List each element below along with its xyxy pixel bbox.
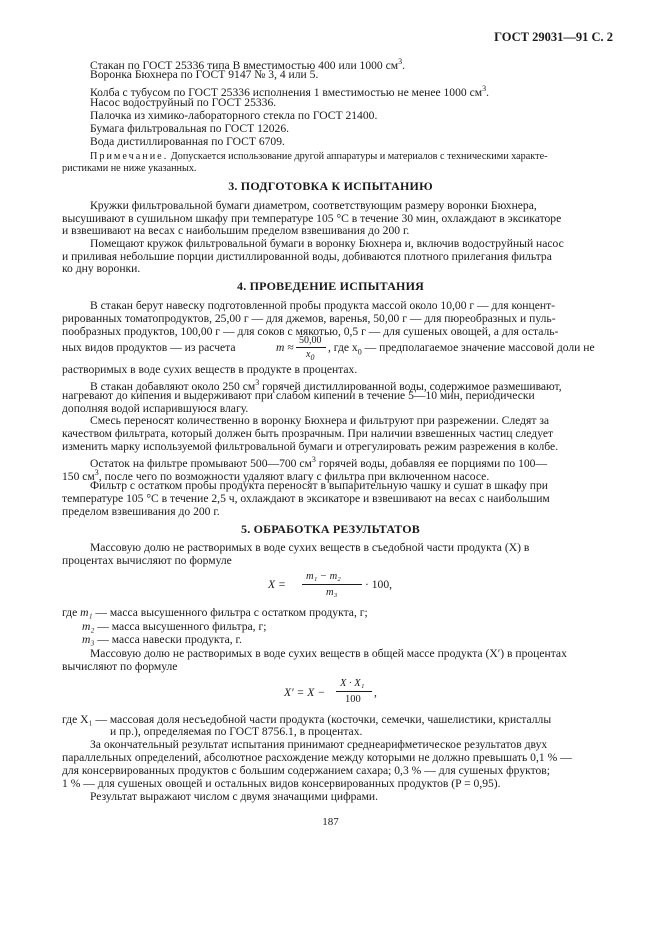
paragraph-line: Кружки фильтровальной бумаги диаметром, соответствующим размеру воронки Бюхнера, [90, 199, 537, 212]
formula-2-denominator: 100 [345, 694, 361, 705]
equipment-line: Бумага фильтровальная по ГОСТ 12026. [90, 122, 290, 135]
section-4-title: 4. ПРОВЕДЕНИЕ ИСПЫТАНИЯ [237, 279, 424, 293]
equipment-line: Насос водоструйный по ГОСТ 25336. [90, 96, 277, 109]
calc-denominator: $x_0$ [306, 349, 315, 362]
formula-1-tail: · 100, [365, 578, 393, 591]
paragraph-line: для консервированных продуктов с большим содержанием сахара; 0,3 % — для сушеных фруктов; [62, 764, 551, 777]
paragraph-line: процентах вычисляют по формуле [62, 554, 232, 567]
equipment-line: Колба с тубусом по ГОСТ 25336 исполнения 1 вместимостью не менее 1000 $см^3$. [90, 84, 489, 99]
calc-symbol: m ≈ [276, 341, 294, 354]
fraction-line [302, 584, 362, 585]
note-line: Примечание. Допускается использование другой аппаратуры и материалов с техническими характе- [90, 151, 548, 162]
paragraph-line: пообразных продуктов, 100,00 г — для соков с мякотью, 0,5 г — для сушеных овощей, а для осталь- [62, 325, 559, 338]
paragraph-line: За окончательный результат испытания принимают среднеарифметическое результатов двух [90, 738, 548, 751]
paragraph-line: Остаток на фильтре промывают 500—700 $см^3$ горячей воды, добавляя ее порциями по 100— [90, 455, 548, 470]
paragraph-line: Фильтр с остатком пробы продукта переносят в выпарительную чашку и сушат в шкафу при [90, 479, 549, 492]
paragraph-line: и приливая небольшие порции дистиллированной воды, добиваются плотного прилегания фильтра [62, 250, 552, 263]
paragraph-line: нагревают до кипения и выдерживают при слабом кипении в течение 5—10 мин, периодически [62, 389, 535, 402]
paragraph-line: растворимых в воде сухих веществ в продукте в процентах. [62, 363, 358, 376]
paragraph-line: ко дну воронки. [62, 262, 141, 275]
paragraph-line: ных видов продуктов — из расчета [62, 341, 236, 354]
paragraph-line: высушивают в сушильном шкафу при температуре 105 °С в течение 30 мин, охлаждают в эксикаторе [62, 212, 562, 225]
equipment-line: Вода дистиллированная по ГОСТ 6709. [90, 135, 285, 148]
paragraph-line: вычисляют по формуле [62, 660, 178, 673]
paragraph-line: качеством фильтрата, который должен быть прозрачным. При наличии взвешенных частиц следует [62, 427, 554, 440]
paragraph-line: Массовую долю не растворимых в воде сухих веществ в общей массе продукта (X′) в процентах [90, 647, 567, 660]
definition-line: m₃ — масса навески продукта, г. [82, 633, 242, 646]
paragraph-line: Помещают кружок фильтровальной бумаги в воронку Бюхнера и, включив водоструйный насос [90, 237, 564, 250]
paragraph-line: и взвешивают на весах с наибольшим пределом взвешивания до 200 г. [62, 224, 410, 237]
definition-line: и пр.), определяемая по ГОСТ 8756.1, в процентах. [110, 725, 363, 738]
note-line: ристиками не ниже указанных. [62, 163, 197, 174]
equipment-line: Стакан по ГОСТ 25336 типа В вместимостью 400 или 1000 $см^3$. [90, 57, 406, 72]
section-5-title: 5. ОБРАБОТКА РЕЗУЛЬТАТОВ [241, 522, 420, 536]
paragraph-line: В стакан добавляют около 250 $см^3$ горячей дистиллированной воды, содержимое размешивают, [90, 378, 562, 393]
paragraph-line: температуре 105 °С в течение 2,5 ч, охлаждают в эксикаторе и взвешивают на весах с наибольшим [62, 492, 550, 505]
running-header: ГОСТ 29031—91 С. 2 [494, 30, 613, 44]
equipment-line: Палочка из химико-лабораторного стекла по ГОСТ 21400. [90, 109, 378, 122]
paragraph-line: рированных томатопродуктов, 25,00 г — для джемов, варенья, 50,00 г — для пюреобразных и пуль- [62, 312, 556, 325]
formula-2-lhs: X′ = X − [284, 686, 326, 699]
definition-line: где X₁ — массовая доля несъедобной части продукта (косточки, семечки, чашелистики, кристаллы [62, 713, 552, 726]
page-number: 187 [322, 816, 339, 828]
definition-line: где m₁ — масса высушенного фильтра с остатком продукта, г; [62, 606, 368, 619]
formula-1-numerator: m₁ − m₂ [306, 571, 341, 582]
fraction-line [336, 691, 372, 692]
formula-2-numerator: X · X₁ [340, 678, 365, 689]
paragraph-line: Результат выражают числом с двумя значащими цифрами. [90, 790, 379, 803]
equipment-line: Воронка Бюхнера по ГОСТ 9147 № 3, 4 или 5. [90, 68, 319, 81]
paragraph-line: пределом взвешивания до 200 г. [62, 505, 220, 518]
paragraph-line: , где $x_0$ — предполагаемое значение массовой доли не [328, 341, 595, 357]
paragraph-line: параллельных определений, абсолютное расхождение между которыми не должно превышать 0,1 % — [62, 751, 572, 764]
paragraph-line: 150 $см^3$, после чего по возможности удаляют влагу с фильтра при включенном насосе. [62, 468, 490, 483]
formula-1-lhs: X = [268, 578, 286, 591]
fraction-line [296, 347, 326, 348]
formula-2-tail: , [374, 686, 377, 699]
paragraph-line: Смесь переносят количественно в воронку Бюхнера и фильтруют при разрежении. Следят за [90, 414, 550, 427]
paragraph-line: В стакан берут навеску подготовленной пробы продукта массой около 10,00 г — для концент- [90, 299, 555, 312]
formula-1-denominator: m₃ [326, 587, 338, 598]
paragraph-line: 1 % — для сушеных овощей и остальных видов консервированных продуктов (P = 0,95). [62, 777, 501, 790]
paragraph-line: дополняя водой испарившуюся влагу. [62, 402, 249, 415]
section-3-title: 3. ПОДГОТОВКА К ИСПЫТАНИЮ [228, 179, 433, 193]
calc-numerator: 50,00 [299, 335, 322, 346]
paragraph-line: Массовую долю не растворимых в воде сухих веществ в съедобной части продукта (X) в [90, 541, 530, 554]
paragraph-line: изменить марку используемой фильтровальной бумаги и отрегулировать режим разрежения в колбе. [62, 440, 559, 453]
definition-line: m₂ — масса высушенного фильтра, г; [82, 620, 267, 633]
